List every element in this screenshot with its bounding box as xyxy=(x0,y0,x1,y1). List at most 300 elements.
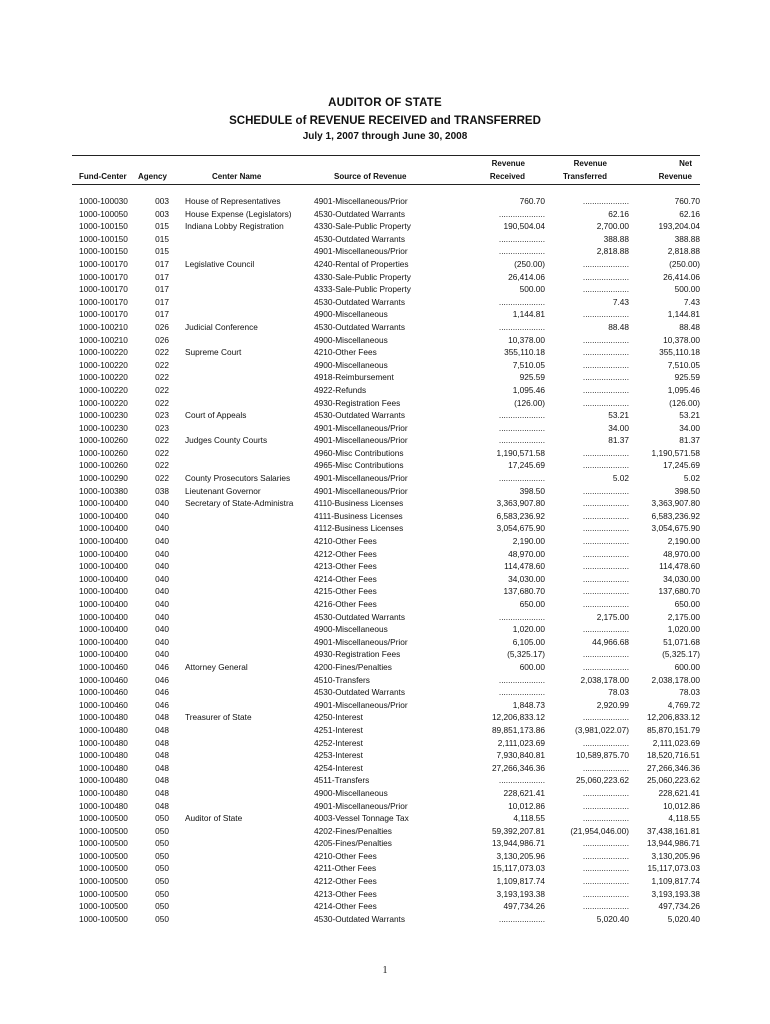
fund-center-cell: 1000-100460 xyxy=(79,661,128,672)
center-name-cell xyxy=(174,900,314,913)
agency-cell: 022 xyxy=(155,435,169,446)
transferred-cell: .................... xyxy=(582,573,629,584)
net-revenue-cell: 18,520,716.51 xyxy=(646,750,700,761)
fund-center-cell: 1000-100400 xyxy=(79,624,128,635)
col-received-line2: Received xyxy=(489,172,525,181)
center-name-cell xyxy=(174,459,314,472)
agency-cell: 040 xyxy=(155,548,169,559)
source-cell: 4200-Fines/Penalties xyxy=(314,661,392,672)
source-cell: 4900-Miscellaneous xyxy=(314,309,388,320)
net-revenue-cell: 137,680.70 xyxy=(658,586,700,597)
table-row xyxy=(72,585,700,598)
agency-cell: 022 xyxy=(155,460,169,471)
source-cell: 4330-Sale-Public Property xyxy=(314,271,411,282)
table-row xyxy=(72,283,700,296)
transferred-cell: 25,060,223.62 xyxy=(575,775,629,786)
net-revenue-cell: 1,020.00 xyxy=(667,624,700,635)
received-cell: 925.59 xyxy=(519,372,545,383)
center-name-cell: Judges County Courts xyxy=(185,435,268,446)
center-name-cell xyxy=(174,636,314,649)
transferred-cell: .................... xyxy=(582,334,629,345)
table-row xyxy=(72,837,700,850)
received-cell: .................... xyxy=(498,611,545,622)
fund-center-cell: 1000-100400 xyxy=(79,611,128,622)
center-name-cell xyxy=(174,371,314,384)
net-revenue-cell: 48,970.00 xyxy=(663,548,700,559)
transferred-cell: .................... xyxy=(582,460,629,471)
transferred-cell: 7.43 xyxy=(612,296,629,307)
center-name-cell xyxy=(174,724,314,737)
agency-cell: 046 xyxy=(155,661,169,672)
fund-center-cell: 1000-100480 xyxy=(79,712,128,723)
table-row xyxy=(72,888,700,901)
table-row xyxy=(72,208,700,221)
received-cell: .................... xyxy=(498,473,545,484)
center-name-cell: Auditor of State xyxy=(185,813,243,824)
center-name-cell xyxy=(174,598,314,611)
center-name-cell xyxy=(174,611,314,624)
fund-center-cell: 1000-100050 xyxy=(79,208,128,219)
center-name-cell xyxy=(174,623,314,636)
table-row xyxy=(72,459,700,472)
agency-cell: 015 xyxy=(155,233,169,244)
table-row xyxy=(72,321,700,334)
table-row xyxy=(72,623,700,636)
table-row xyxy=(72,296,700,309)
transferred-cell: .................... xyxy=(582,485,629,496)
received-cell: 500.00 xyxy=(519,284,545,295)
received-cell: (126.00) xyxy=(514,397,545,408)
revenue-table xyxy=(72,195,700,925)
net-revenue-cell: 500.00 xyxy=(674,284,700,295)
table-row xyxy=(72,749,700,762)
source-cell: 4901-Miscellaneous/Prior xyxy=(314,246,408,257)
net-revenue-cell: 4,769.72 xyxy=(667,699,700,710)
net-revenue-cell: 12,206,833.12 xyxy=(646,712,700,723)
received-cell: 190,504.04 xyxy=(503,221,545,232)
source-cell: 4511-Transfers xyxy=(314,775,370,786)
transferred-cell: (3,981,022.07) xyxy=(575,724,629,735)
center-name-cell xyxy=(174,749,314,762)
agency-cell: 050 xyxy=(155,825,169,836)
center-name-cell xyxy=(174,787,314,800)
agency-cell: 038 xyxy=(155,485,169,496)
table-row xyxy=(72,258,700,271)
transferred-cell: .................... xyxy=(582,347,629,358)
center-name-cell xyxy=(174,875,314,888)
fund-center-cell: 1000-100500 xyxy=(79,888,128,899)
agency-cell: 048 xyxy=(155,775,169,786)
received-cell: 1,109,817.74 xyxy=(496,876,545,887)
received-cell: 17,245.69 xyxy=(508,460,545,471)
source-cell: 4530-Outdated Warrants xyxy=(314,233,406,244)
source-cell: 4215-Other Fees xyxy=(314,586,377,597)
net-revenue-cell: 1,109,817.74 xyxy=(651,876,700,887)
center-name-cell xyxy=(174,800,314,813)
net-revenue-cell: 760.70 xyxy=(674,196,700,206)
source-cell: 4901-Miscellaneous/Prior xyxy=(314,485,408,496)
net-revenue-cell: 2,038,178.00 xyxy=(651,674,700,685)
center-name-cell xyxy=(174,308,314,321)
fund-center-cell: 1000-100400 xyxy=(79,498,128,509)
table-row xyxy=(72,661,700,674)
agency-cell: 040 xyxy=(155,624,169,635)
source-cell: 4530-Outdated Warrants xyxy=(314,208,406,219)
table-row xyxy=(72,422,700,435)
table-row xyxy=(72,346,700,359)
net-revenue-cell: 497,734.26 xyxy=(658,901,700,912)
center-name-cell xyxy=(174,573,314,586)
table-row xyxy=(72,611,700,624)
table-row xyxy=(72,812,700,825)
net-revenue-cell: 34.00 xyxy=(679,422,700,433)
received-cell: 3,193,193.38 xyxy=(496,888,545,899)
fund-center-cell: 1000-100230 xyxy=(79,410,128,421)
received-cell: 12,206,833.12 xyxy=(491,712,545,723)
agency-cell: 026 xyxy=(155,334,169,345)
net-revenue-cell: 5.02 xyxy=(683,473,700,484)
transferred-cell: 2,175.00 xyxy=(596,611,629,622)
received-cell: 114,478.60 xyxy=(504,561,545,572)
source-cell: 4901-Miscellaneous/Prior xyxy=(314,699,408,710)
center-name-cell xyxy=(174,548,314,561)
fund-center-cell: 1000-100220 xyxy=(79,384,128,395)
received-cell: (250.00) xyxy=(514,258,545,269)
center-name-cell: Attorney General xyxy=(185,661,248,672)
fund-center-cell: 1000-100170 xyxy=(79,309,128,320)
received-cell: 650.00 xyxy=(519,599,545,609)
fund-center-cell: 1000-100260 xyxy=(79,447,128,458)
received-cell: .................... xyxy=(498,296,545,307)
table-row xyxy=(72,787,700,800)
center-name-cell: House Expense (Legislators) xyxy=(185,208,292,219)
table-row xyxy=(72,510,700,523)
net-revenue-cell: 600.00 xyxy=(674,661,700,672)
table-row xyxy=(72,674,700,687)
fund-center-cell: 1000-100150 xyxy=(79,221,128,232)
fund-center-cell: 1000-100170 xyxy=(79,296,128,307)
fund-center-cell: 1000-100290 xyxy=(79,473,128,484)
center-name-cell xyxy=(174,359,314,372)
source-cell: 4216-Other Fees xyxy=(314,599,377,609)
net-revenue-cell: 2,190.00 xyxy=(667,536,700,547)
report-subtitle: SCHEDULE of REVENUE RECEIVED and TRANSFERRED xyxy=(229,115,541,127)
fund-center-cell: 1000-100170 xyxy=(79,271,128,282)
transferred-cell: .................... xyxy=(582,510,629,521)
source-cell: 4214-Other Fees xyxy=(314,573,377,584)
table-row xyxy=(72,825,700,838)
table-row xyxy=(72,598,700,611)
transferred-cell: .................... xyxy=(582,800,629,811)
source-cell: 4901-Miscellaneous/Prior xyxy=(314,800,408,811)
source-cell: 4240-Rental of Properties xyxy=(314,258,409,269)
net-revenue-cell: 3,193,193.38 xyxy=(651,888,700,899)
transferred-cell: 5.02 xyxy=(612,473,629,484)
transferred-cell: 388.88 xyxy=(603,233,629,244)
table-row xyxy=(72,371,700,384)
source-cell: 4530-Outdated Warrants xyxy=(314,913,406,924)
fund-center-cell: 1000-100260 xyxy=(79,460,128,471)
received-cell: 7,930,840.81 xyxy=(496,750,545,761)
col-received-line1: Revenue xyxy=(491,159,525,168)
center-name-cell: Supreme Court xyxy=(185,347,242,358)
page-number: 1 xyxy=(382,965,388,976)
received-cell: 228,621.41 xyxy=(503,787,545,798)
received-cell: 760.70 xyxy=(519,196,545,206)
center-name-cell xyxy=(174,296,314,309)
transferred-cell: .................... xyxy=(582,309,629,320)
net-revenue-cell: 7,510.05 xyxy=(667,359,700,370)
agency-cell: 003 xyxy=(155,196,169,206)
table-row xyxy=(72,522,700,535)
table-row xyxy=(72,913,700,926)
agency-cell: 050 xyxy=(155,901,169,912)
agency-cell: 040 xyxy=(155,498,169,509)
fund-center-cell: 1000-100480 xyxy=(79,800,128,811)
fund-center-cell: 1000-100400 xyxy=(79,636,128,647)
agency-cell: 040 xyxy=(155,573,169,584)
agency-cell: 003 xyxy=(155,208,169,219)
source-cell: 4212-Other Fees xyxy=(314,876,377,887)
center-name-cell xyxy=(174,422,314,435)
transferred-cell: .................... xyxy=(582,649,629,660)
report-title: AUDITOR OF STATE xyxy=(328,97,442,109)
received-cell: 13,944,986.71 xyxy=(491,838,545,849)
fund-center-cell: 1000-100500 xyxy=(79,901,128,912)
agency-cell: 050 xyxy=(155,876,169,887)
source-cell: 4003-Vessel Tonnage Tax xyxy=(314,813,409,824)
agency-cell: 017 xyxy=(155,271,169,282)
center-name-cell: Indiana Lobby Registration xyxy=(185,221,284,232)
source-cell: 4530-Outdated Warrants xyxy=(314,687,406,698)
table-row xyxy=(72,472,700,485)
center-name-cell xyxy=(174,397,314,410)
center-name-cell xyxy=(174,699,314,712)
table-row xyxy=(72,648,700,661)
agency-cell: 040 xyxy=(155,523,169,534)
received-cell: 59,392,207.81 xyxy=(491,825,545,836)
source-cell: 4900-Miscellaneous xyxy=(314,359,388,370)
source-cell: 4330-Sale-Public Property xyxy=(314,221,411,232)
received-cell: 1,848.73 xyxy=(512,699,545,710)
transferred-cell: .................... xyxy=(582,498,629,509)
net-revenue-cell: 26,414.06 xyxy=(663,271,700,282)
source-cell: 4965-Misc Contributions xyxy=(314,460,404,471)
transferred-cell: .................... xyxy=(582,762,629,773)
center-name-cell xyxy=(174,762,314,775)
fund-center-cell: 1000-100220 xyxy=(79,397,128,408)
agency-cell: 048 xyxy=(155,800,169,811)
source-cell: 4333-Sale-Public Property xyxy=(314,284,411,295)
center-name-cell: County Prosecutors Salaries xyxy=(185,473,291,484)
transferred-cell: (21,954,046.00) xyxy=(570,825,629,836)
net-revenue-cell: 81.37 xyxy=(679,435,700,446)
fund-center-cell: 1000-100480 xyxy=(79,737,128,748)
source-cell: 4530-Outdated Warrants xyxy=(314,321,406,332)
source-cell: 4922-Refunds xyxy=(314,384,367,395)
received-cell: 10,378.00 xyxy=(508,334,545,345)
net-revenue-cell: 62.16 xyxy=(679,208,700,219)
table-row xyxy=(72,774,700,787)
transferred-cell: .................... xyxy=(582,737,629,748)
center-name-cell xyxy=(174,585,314,598)
agency-cell: 048 xyxy=(155,737,169,748)
net-revenue-cell: 388.88 xyxy=(674,233,700,244)
net-revenue-cell: 85,870,151.79 xyxy=(646,724,700,735)
fund-center-cell: 1000-100500 xyxy=(79,863,128,874)
transferred-cell: 88.48 xyxy=(608,321,629,332)
received-cell: 2,111,023.69 xyxy=(497,737,545,748)
table-row xyxy=(72,397,700,410)
table-row xyxy=(72,636,700,649)
fund-center-cell: 1000-100400 xyxy=(79,510,128,521)
received-cell: 10,012.86 xyxy=(508,800,545,811)
received-cell: 6,583,236.92 xyxy=(496,510,545,521)
table-row xyxy=(72,409,700,422)
transferred-cell: 53.21 xyxy=(608,410,629,421)
net-revenue-cell: 7.43 xyxy=(683,296,700,307)
net-revenue-cell: (250.00) xyxy=(669,258,700,269)
source-cell: 4202-Fines/Penalties xyxy=(314,825,392,836)
source-cell: 4254-Interest xyxy=(314,762,363,773)
received-cell: 34,030.00 xyxy=(508,573,545,584)
received-cell: 1,190,571.58 xyxy=(496,447,545,458)
net-revenue-cell: 17,245.69 xyxy=(663,460,700,471)
received-cell: 600.00 xyxy=(519,661,545,672)
received-cell: .................... xyxy=(498,321,545,332)
agency-cell: 023 xyxy=(155,422,169,433)
transferred-cell: 5,020.40 xyxy=(596,913,629,924)
agency-cell: 040 xyxy=(155,636,169,647)
net-revenue-cell: 4,118.55 xyxy=(668,813,700,824)
center-name-cell xyxy=(174,522,314,535)
net-revenue-cell: 2,818.88 xyxy=(667,246,700,257)
net-revenue-cell: (5,325.17) xyxy=(662,649,700,660)
agency-cell: 022 xyxy=(155,359,169,370)
net-revenue-cell: 3,130,205.96 xyxy=(651,850,700,861)
received-cell: .................... xyxy=(498,687,545,698)
net-revenue-cell: 228,621.41 xyxy=(658,787,700,798)
center-name-cell xyxy=(174,245,314,258)
center-name-cell xyxy=(174,737,314,750)
table-row xyxy=(72,800,700,813)
table-row xyxy=(72,686,700,699)
received-cell: .................... xyxy=(498,246,545,257)
transferred-cell: .................... xyxy=(582,548,629,559)
net-revenue-cell: 15,117,073.03 xyxy=(647,863,700,874)
transferred-cell: .................... xyxy=(582,599,629,609)
agency-cell: 015 xyxy=(155,246,169,257)
net-revenue-cell: 2,111,023.69 xyxy=(652,737,700,748)
transferred-cell: .................... xyxy=(582,384,629,395)
transferred-cell: 2,818.88 xyxy=(596,246,629,257)
transferred-cell: .................... xyxy=(582,787,629,798)
net-revenue-cell: 355,110.18 xyxy=(659,347,700,358)
source-cell: 4901-Miscellaneous/Prior xyxy=(314,435,408,446)
fund-center-cell: 1000-100500 xyxy=(79,876,128,887)
col-net-line2: Revenue xyxy=(658,172,692,181)
transferred-cell: 2,038,178.00 xyxy=(580,674,629,685)
net-revenue-cell: 3,054,675.90 xyxy=(651,523,700,534)
transferred-cell: .................... xyxy=(582,712,629,723)
fund-center-cell: 1000-100170 xyxy=(79,258,128,269)
transferred-cell: .................... xyxy=(582,838,629,849)
received-cell: 398.50 xyxy=(519,485,545,496)
transferred-cell: .................... xyxy=(582,813,629,824)
source-cell: 4901-Miscellaneous/Prior xyxy=(314,196,408,206)
agency-cell: 050 xyxy=(155,888,169,899)
source-cell: 4253-Interest xyxy=(314,750,363,761)
net-revenue-cell: 1,190,571.58 xyxy=(651,447,700,458)
col-agency: Agency xyxy=(138,172,167,181)
fund-center-cell: 1000-100500 xyxy=(79,850,128,861)
received-cell: 3,054,675.90 xyxy=(496,523,545,534)
center-name-cell: Legislative Council xyxy=(185,258,255,269)
agency-cell: 017 xyxy=(155,296,169,307)
fund-center-cell: 1000-100400 xyxy=(79,599,128,609)
center-name-cell xyxy=(174,271,314,284)
received-cell: .................... xyxy=(498,913,545,924)
fund-center-cell: 1000-100400 xyxy=(79,573,128,584)
table-row xyxy=(72,862,700,875)
center-name-cell xyxy=(174,686,314,699)
net-revenue-cell: 53.21 xyxy=(679,410,700,421)
agency-cell: 017 xyxy=(155,258,169,269)
table-row xyxy=(72,359,700,372)
fund-center-cell: 1000-100220 xyxy=(79,372,128,383)
agency-cell: 040 xyxy=(155,510,169,521)
fund-center-cell: 1000-100210 xyxy=(79,334,128,345)
received-cell: 15,117,073.03 xyxy=(492,863,545,874)
fund-center-cell: 1000-100400 xyxy=(79,586,128,597)
agency-cell: 050 xyxy=(155,913,169,924)
col-net-line1: Net xyxy=(679,159,692,168)
agency-cell: 040 xyxy=(155,611,169,622)
agency-cell: 048 xyxy=(155,750,169,761)
fund-center-cell: 1000-100500 xyxy=(79,838,128,849)
center-name-cell: Judicial Conference xyxy=(185,321,258,332)
fund-center-cell: 1000-100030 xyxy=(79,196,128,206)
agency-cell: 040 xyxy=(155,561,169,572)
transferred-cell: .................... xyxy=(582,561,629,572)
net-revenue-cell: 51,071.68 xyxy=(663,636,700,647)
net-revenue-cell: 10,378.00 xyxy=(663,334,700,345)
net-revenue-cell: 78.03 xyxy=(679,687,700,698)
table-row xyxy=(72,271,700,284)
header-bottom-rule xyxy=(72,184,700,185)
fund-center-cell: 1000-100460 xyxy=(79,674,128,685)
fund-center-cell: 1000-100170 xyxy=(79,284,128,295)
agency-cell: 017 xyxy=(155,284,169,295)
agency-cell: 046 xyxy=(155,687,169,698)
source-cell: 4213-Other Fees xyxy=(314,888,377,899)
center-name-cell xyxy=(174,913,314,926)
table-row xyxy=(72,900,700,913)
fund-center-cell: 1000-100500 xyxy=(79,913,128,924)
net-revenue-cell: 1,144.81 xyxy=(667,309,700,320)
fund-center-cell: 1000-100400 xyxy=(79,649,128,660)
net-revenue-cell: 37,438,161.81 xyxy=(646,825,700,836)
center-name-cell: Treasurer of State xyxy=(185,712,252,723)
source-cell: 4210-Other Fees xyxy=(314,347,377,358)
transferred-cell: .................... xyxy=(582,523,629,534)
transferred-cell: 44,966.68 xyxy=(592,636,629,647)
received-cell: 4,118.55 xyxy=(513,813,545,824)
received-cell: 48,970.00 xyxy=(508,548,545,559)
transferred-cell: .................... xyxy=(582,536,629,547)
center-name-cell xyxy=(174,384,314,397)
center-name-cell: House of Representatives xyxy=(185,196,281,206)
